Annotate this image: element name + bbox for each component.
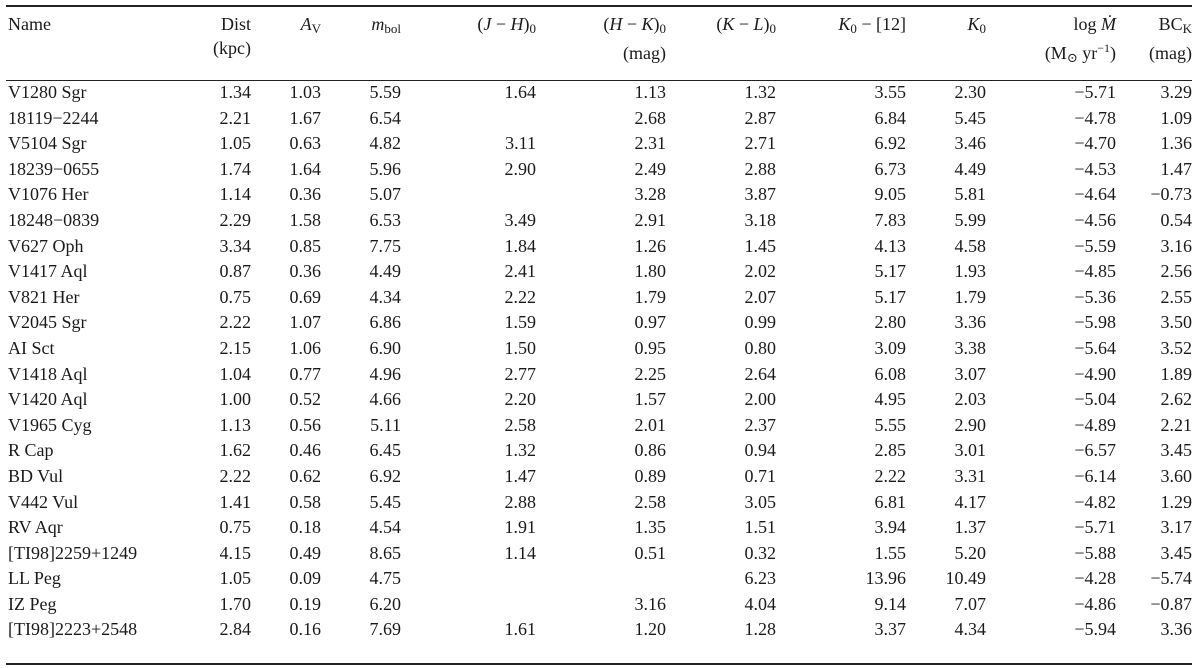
cell-bck: 1.09: [1160, 107, 1192, 128]
cell-dist: 2.29: [219, 209, 251, 230]
header-k12: $K_0 - [12]$: [838, 14, 906, 36]
cell-logm: −4.86: [1074, 593, 1116, 614]
cell-hk: 2.91: [634, 209, 666, 230]
cell-jh: 3.49: [504, 209, 536, 230]
cell-kl: 0.99: [744, 312, 776, 333]
cell-name: BD Vul: [8, 465, 64, 486]
cell-av: 0.63: [289, 133, 321, 154]
cell-av: 0.36: [289, 184, 321, 205]
cell-k0: 1.37: [954, 517, 986, 538]
cell-bck: 1.89: [1160, 363, 1192, 384]
cell-av: 0.09: [289, 568, 321, 589]
header-k0: $K_0$: [967, 14, 986, 36]
cell-kl: 2.02: [744, 261, 776, 282]
cell-hk: 1.26: [634, 235, 666, 256]
cell-mbol: 6.53: [369, 209, 401, 230]
header-av: $A_V$: [300, 14, 321, 36]
table-row: [6, 131, 1192, 157]
cell-av: 0.58: [289, 491, 321, 512]
cell-av: 1.07: [289, 312, 321, 333]
cell-bck: 3.16: [1160, 235, 1192, 256]
cell-av: 0.85: [289, 235, 321, 256]
table-row: [6, 413, 1192, 439]
header-logm: log Ṁ ($M_⊙$ $yr^{-1}$): [1044, 14, 1116, 65]
cell-k12: 6.92: [874, 133, 906, 154]
cell-k0: 7.07: [954, 593, 986, 614]
cell-av: 0.36: [289, 261, 321, 282]
cell-logm: −4.70: [1074, 133, 1116, 154]
cell-k12: 2.22: [874, 465, 906, 486]
cell-kl: 3.87: [744, 184, 776, 205]
cell-k0: 4.49: [954, 158, 986, 179]
cell-k0: 5.81: [954, 184, 986, 205]
table-row: [6, 490, 1192, 516]
cell-dist: 1.70: [219, 593, 251, 614]
table-row: [6, 515, 1192, 541]
cell-k12: 5.17: [874, 286, 906, 307]
cell-kl: 2.07: [744, 286, 776, 307]
cell-hk: 1.35: [634, 517, 666, 538]
cell-jh: 3.11: [505, 133, 536, 154]
cell-kl: 0.32: [744, 542, 776, 563]
cell-bck: 1.36: [1160, 133, 1192, 154]
cell-bck: 3.36: [1160, 619, 1192, 640]
cell-k0: 3.31: [954, 465, 986, 486]
cell-hk: 3.16: [634, 593, 666, 614]
cell-jh: 2.22: [504, 286, 536, 307]
header-bck: $BC_K$ (mag): [1149, 14, 1192, 63]
cell-mbol: 4.34: [369, 286, 401, 307]
cell-bck: 2.62: [1160, 389, 1192, 410]
cell-dist: 0.75: [219, 517, 251, 538]
cell-dist: 1.62: [219, 440, 251, 461]
cell-k0: 3.38: [954, 337, 986, 358]
header-mbol: $m_{bol}$: [371, 14, 401, 36]
cell-dist: 0.87: [219, 261, 251, 282]
cell-kl: 2.00: [744, 389, 776, 410]
table-row: [6, 182, 1192, 208]
cell-logm: −4.90: [1074, 363, 1116, 384]
cell-dist: 2.22: [219, 312, 251, 333]
cell-kl: 6.23: [744, 568, 776, 589]
table-row: [6, 106, 1192, 132]
cell-k0: 4.17: [954, 491, 986, 512]
header-mag-unit: (mag): [623, 43, 666, 63]
cell-kl: 1.45: [744, 235, 776, 256]
cell-dist: 1.74: [219, 158, 251, 179]
cell-mbol: 4.96: [369, 363, 401, 384]
cell-mbol: 6.90: [369, 337, 401, 358]
header-jh: $(J - H)_0$: [477, 14, 536, 36]
cell-mbol: 4.82: [369, 133, 401, 154]
cell-bck: 1.47: [1160, 158, 1192, 179]
cell-k12: 9.14: [874, 593, 906, 614]
cell-logm: −5.94: [1074, 619, 1116, 640]
cell-av: 0.18: [289, 517, 321, 538]
cell-k0: 5.45: [954, 107, 986, 128]
cell-kl: 1.28: [744, 619, 776, 640]
cell-name: 18119−2244: [8, 107, 99, 128]
cell-bck: 0.54: [1160, 209, 1192, 230]
cell-dist: 2.84: [219, 619, 251, 640]
cell-bck: −5.74: [1150, 568, 1192, 589]
cell-name: R Cap: [8, 440, 54, 461]
cell-name: V5104 Sgr: [8, 133, 87, 154]
cell-k0: 1.93: [954, 261, 986, 282]
cell-hk: 1.79: [634, 286, 666, 307]
header-dist: [196, 12, 251, 80]
header-name: Name: [8, 14, 51, 34]
data-table: [6, 12, 1192, 643]
cell-dist: 4.15: [219, 542, 251, 563]
cell-bck: 3.52: [1160, 337, 1192, 358]
cell-name: V627 Oph: [8, 235, 84, 256]
cell-k0: 2.90: [954, 414, 986, 435]
cell-k0: 4.58: [954, 235, 986, 256]
cell-bck: 3.60: [1160, 465, 1192, 486]
cell-jh: 2.41: [504, 261, 536, 282]
cell-k12: 4.13: [874, 235, 906, 256]
cell-dist: 2.22: [219, 465, 251, 486]
cell-av: 0.69: [289, 286, 321, 307]
cell-logm: −6.57: [1074, 440, 1116, 461]
cell-bck: 3.45: [1160, 542, 1192, 563]
cell-hk: 2.25: [634, 363, 666, 384]
cell-hk: [536, 566, 666, 592]
cell-mbol: 4.49: [369, 261, 401, 282]
cell-av: 1.67: [289, 107, 321, 128]
cell-av: 0.19: [289, 593, 321, 614]
cell-hk: 0.51: [634, 542, 666, 563]
cell-name: V1280 Sgr: [8, 82, 87, 102]
cell-hk: 2.49: [634, 158, 666, 179]
cell-k0: 3.36: [954, 312, 986, 333]
cell-name: RV Aqr: [8, 517, 63, 538]
cell-mbol: 5.07: [369, 184, 401, 205]
cell-name: V821 Her: [8, 286, 80, 307]
cell-mbol: 7.69: [369, 619, 401, 640]
cell-name: V1965 Cyg: [8, 414, 92, 435]
cell-bck: 3.45: [1160, 440, 1192, 461]
top-rule: [6, 5, 1192, 7]
cell-logm: −4.82: [1074, 491, 1116, 512]
cell-av: 1.03: [289, 82, 321, 102]
table-row: [6, 80, 1192, 106]
table-row: [6, 438, 1192, 464]
cell-name: 18239−0655: [8, 158, 100, 179]
cell-kl: 2.88: [744, 158, 776, 179]
table-row: [6, 464, 1192, 490]
cell-mbol: 6.86: [369, 312, 401, 333]
cell-k12: 3.55: [874, 82, 906, 102]
cell-hk: 0.86: [634, 440, 666, 461]
cell-av: 0.16: [289, 619, 321, 640]
cell-k12: 2.80: [874, 312, 906, 333]
cell-mbol: 4.75: [369, 568, 401, 589]
cell-jh: 1.61: [504, 619, 536, 640]
cell-hk: 1.57: [634, 389, 666, 410]
cell-k12: 4.95: [874, 389, 906, 410]
cell-jh: 1.47: [504, 465, 536, 486]
cell-logm: −5.04: [1074, 389, 1116, 410]
cell-av: 0.77: [289, 363, 321, 384]
cell-bck: 2.55: [1160, 286, 1192, 307]
cell-jh: [401, 182, 536, 208]
cell-k12: 6.81: [874, 491, 906, 512]
cell-logm: −5.59: [1074, 235, 1116, 256]
cell-dist: 1.00: [219, 389, 251, 410]
cell-av: 0.56: [289, 414, 321, 435]
cell-kl: 1.32: [744, 82, 776, 102]
cell-kl: 2.64: [744, 363, 776, 384]
table-row: [6, 310, 1192, 336]
cell-k0: 3.01: [954, 440, 986, 461]
cell-name: V1417 Aql: [8, 261, 88, 282]
cell-av: 0.52: [289, 389, 321, 410]
cell-k12: 6.08: [874, 363, 906, 384]
cell-jh: 1.50: [504, 337, 536, 358]
cell-jh: 1.64: [504, 82, 536, 102]
cell-dist: 2.15: [219, 337, 251, 358]
cell-jh: 1.14: [504, 542, 536, 563]
cell-hk: 2.68: [634, 107, 666, 128]
cell-k12: 3.37: [874, 619, 906, 640]
cell-kl: 2.37: [744, 414, 776, 435]
cell-k0: 10.49: [945, 568, 986, 589]
cell-dist: 1.41: [219, 491, 251, 512]
cell-kl: 2.87: [744, 107, 776, 128]
cell-hk: 2.31: [634, 133, 666, 154]
cell-dist: 3.34: [219, 235, 251, 256]
cell-mbol: 6.54: [369, 107, 401, 128]
header-hk: $(H - K)_0$ (mag): [603, 14, 666, 63]
cell-mbol: 5.45: [369, 491, 401, 512]
cell-hk: 0.95: [634, 337, 666, 358]
cell-dist: 1.13: [219, 414, 251, 435]
table-header: [6, 12, 1192, 80]
cell-mbol: 6.20: [369, 593, 401, 614]
table-row: [6, 541, 1192, 567]
cell-jh: 1.91: [504, 517, 536, 538]
cell-jh: [401, 106, 536, 132]
cell-jh: 2.90: [504, 158, 536, 179]
cell-k12: 6.73: [874, 158, 906, 179]
table-row: [6, 234, 1192, 260]
cell-k12: 13.96: [865, 568, 906, 589]
cell-k12: 5.17: [874, 261, 906, 282]
cell-bck: 3.17: [1160, 517, 1192, 538]
table-row: [6, 259, 1192, 285]
cell-bck: 2.56: [1160, 261, 1192, 282]
cell-bck: −0.87: [1150, 593, 1192, 614]
cell-hk: 1.80: [634, 261, 666, 282]
cell-jh: 2.77: [504, 363, 536, 384]
cell-logm: −4.78: [1074, 107, 1116, 128]
cell-av: 1.64: [289, 158, 321, 179]
cell-jh: [401, 566, 536, 592]
cell-k0: 3.07: [954, 363, 986, 384]
cell-hk: 3.28: [634, 184, 666, 205]
cell-name: LL Peg: [8, 568, 61, 589]
cell-kl: 1.51: [744, 517, 776, 538]
cell-hk: 0.89: [634, 465, 666, 486]
cell-k0: 2.30: [954, 82, 986, 102]
cell-kl: 0.94: [744, 440, 776, 461]
cell-mbol: 7.75: [369, 235, 401, 256]
cell-k0: 2.03: [954, 389, 986, 410]
header-dist-unit: (kpc): [213, 38, 251, 58]
cell-bck: 2.21: [1160, 414, 1192, 435]
cell-k12: 9.05: [874, 184, 906, 205]
cell-k12: 6.84: [874, 107, 906, 128]
cell-k12: 3.09: [874, 337, 906, 358]
cell-kl: 3.05: [744, 491, 776, 512]
cell-mbol: 5.11: [370, 414, 401, 435]
cell-mbol: 4.66: [369, 389, 401, 410]
cell-logm: −4.56: [1074, 209, 1116, 230]
cell-jh: 2.20: [504, 389, 536, 410]
cell-name: V1420 Aql: [8, 389, 88, 410]
cell-bck: −0.73: [1150, 184, 1192, 205]
cell-jh: 1.32: [504, 440, 536, 461]
cell-name: V1418 Aql: [8, 363, 88, 384]
cell-bck: 1.29: [1160, 491, 1192, 512]
table-row: [6, 617, 1192, 643]
cell-name: 18248−0839: [8, 209, 100, 230]
header-kl: $(K - L)_0$: [716, 14, 776, 36]
cell-logm: −5.36: [1074, 286, 1116, 307]
cell-jh: 1.84: [504, 235, 536, 256]
cell-logm: −5.88: [1074, 542, 1116, 563]
header-dist-title: Dist: [220, 14, 251, 34]
cell-logm: −5.71: [1074, 82, 1116, 102]
cell-name: IZ Peg: [8, 593, 57, 614]
table-body: [6, 80, 1192, 643]
cell-kl: 0.71: [744, 465, 776, 486]
cell-k0: 5.99: [954, 209, 986, 230]
cell-name: [TI98]2259+1249: [8, 542, 138, 563]
cell-k12: 7.83: [874, 209, 906, 230]
cell-kl: 0.80: [744, 337, 776, 358]
cell-dist: 1.04: [219, 363, 251, 384]
cell-k12: 3.94: [874, 517, 906, 538]
cell-logm: −4.85: [1074, 261, 1116, 282]
cell-logm: −4.89: [1074, 414, 1116, 435]
cell-hk: 0.97: [634, 312, 666, 333]
cell-logm: −4.64: [1074, 184, 1116, 205]
cell-av: 0.46: [289, 440, 321, 461]
cell-kl: 2.71: [744, 133, 776, 154]
cell-hk: 1.20: [634, 619, 666, 640]
cell-logm: −5.98: [1074, 312, 1116, 333]
cell-k12: 1.55: [874, 542, 906, 563]
cell-k0: 5.20: [954, 542, 986, 563]
cell-jh: [401, 592, 536, 618]
table-row: [6, 336, 1192, 362]
cell-mbol: 5.96: [369, 158, 401, 179]
cell-name: V442 Vul: [8, 491, 79, 512]
cell-hk: 2.58: [634, 491, 666, 512]
cell-mbol: 4.54: [369, 517, 401, 538]
cell-mbol: 6.45: [369, 440, 401, 461]
cell-mbol: 5.59: [369, 82, 401, 102]
bottom-rule: [6, 663, 1192, 665]
cell-av: 0.62: [289, 465, 321, 486]
cell-dist: 2.21: [219, 107, 251, 128]
table-row: [6, 157, 1192, 183]
cell-logm: −6.14: [1074, 465, 1116, 486]
table-row: [6, 566, 1192, 592]
table-row: [6, 387, 1192, 413]
cell-name: V2045 Sgr: [8, 312, 87, 333]
cell-logm: −4.53: [1074, 158, 1116, 179]
cell-jh: 2.58: [504, 414, 536, 435]
cell-hk: 2.01: [634, 414, 666, 435]
cell-dist: 1.05: [219, 133, 251, 154]
cell-name: [TI98]2223+2548: [8, 619, 138, 640]
cell-bck: 3.29: [1160, 82, 1192, 102]
cell-kl: 3.18: [744, 209, 776, 230]
cell-logm: −5.64: [1074, 337, 1116, 358]
cell-logm: −4.28: [1074, 568, 1116, 589]
cell-mbol: 6.92: [369, 465, 401, 486]
cell-av: 1.06: [289, 337, 321, 358]
cell-av: 1.58: [289, 209, 321, 230]
table-row: [6, 208, 1192, 234]
cell-jh: 2.88: [504, 491, 536, 512]
cell-mbol: 8.65: [369, 542, 401, 563]
cell-name: AI Sct: [8, 337, 55, 358]
cell-dist: 1.14: [219, 184, 251, 205]
cell-k0: 4.34: [954, 619, 986, 640]
cell-name: V1076 Her: [8, 184, 89, 205]
cell-k0: 3.46: [954, 133, 986, 154]
cell-k0: 1.79: [954, 286, 986, 307]
table-row: [6, 362, 1192, 388]
table-row: [6, 592, 1192, 618]
cell-dist: 0.75: [219, 286, 251, 307]
cell-logm: −5.71: [1074, 517, 1116, 538]
cell-jh: 1.59: [504, 312, 536, 333]
cell-k12: 5.55: [874, 414, 906, 435]
cell-hk: 1.13: [634, 82, 666, 102]
header-bck-unit: (mag): [1149, 43, 1192, 63]
cell-k12: 2.85: [874, 440, 906, 461]
cell-kl: 4.04: [744, 593, 776, 614]
cell-dist: 1.34: [219, 82, 251, 102]
cell-av: 0.49: [289, 542, 321, 563]
table-row: [6, 285, 1192, 311]
cell-bck: 3.50: [1160, 312, 1192, 333]
cell-dist: 1.05: [219, 568, 251, 589]
